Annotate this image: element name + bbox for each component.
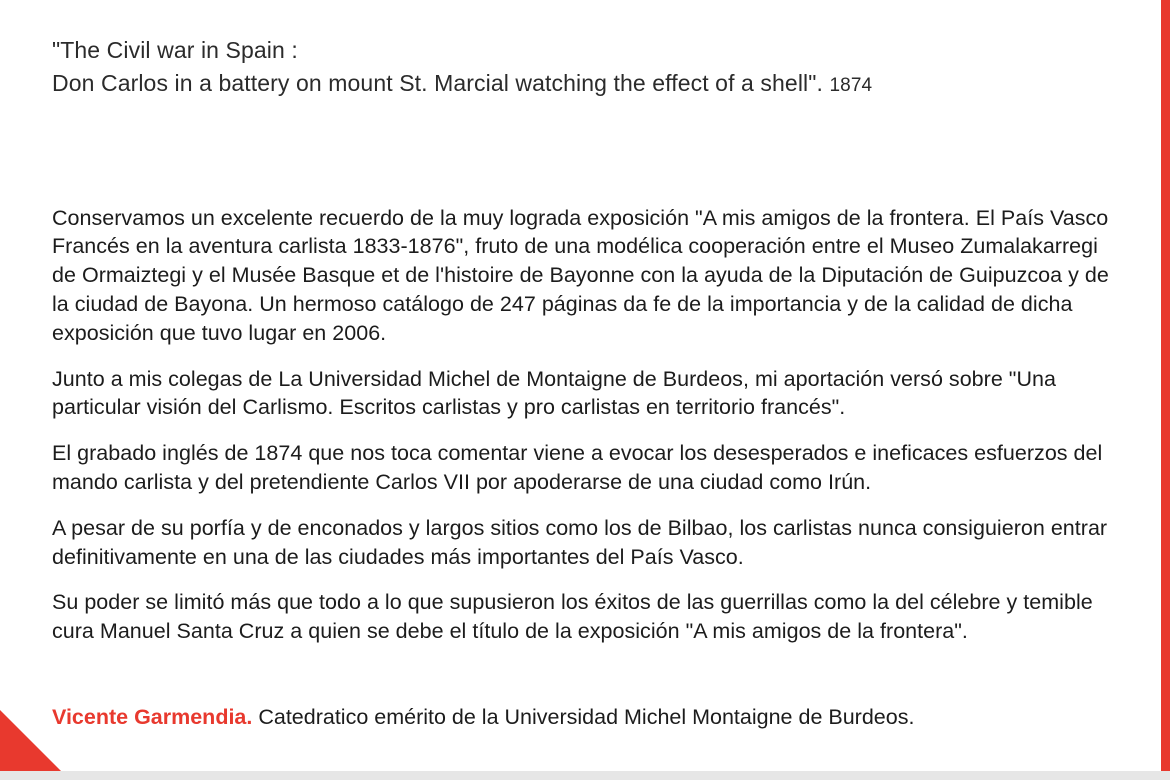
artwork-title-line-2 [52,67,1120,100]
bottom-left-corner-triangle [0,710,62,772]
paragraph-1: Conservamos un excelente recuerdo de la muy lograda exposición "A mis amigos de la frontera. El País Vasco Francés en la aventura carlista 1833-1876", fruto de una modélica cooperación entre el Museo Zumalakarregi de Ormaiztegi y el Musée Basque et de l'histoire de Bayonne con la ayuda de la Diputación de Guipuzcoa y de la ciudad de Bayona. Un hermoso catálogo de 247 páginas da fe de la importancia y de la calidad de dicha exposición que tuvo lugar en 2006. [52,205,1109,345]
author-role: Catedratico emérito de la Universidad Michel Montaigne de Burdeos. [252,704,915,729]
right-edge-accent-bar [1161,0,1170,780]
paragraph-3: El grabado inglés de 1874 que nos toca comentar viene a evocar los desesperados e ineficaces esfuerzos del mando carlista y del pretendiente Carlos VII por apoderarse de una ciudad como Irún. [52,441,1103,494]
document-content [52,34,1120,732]
paragraph-2: Junto a mis colegas de La Universidad Michel de Montaigne de Burdeos, mi aportación versó sobre "Una particular visión del Carlismo. Escritos carlistas y pro carlistas en territorio francés". [52,366,1056,420]
article-body [52,204,1120,646]
artwork-title-line-1: "The Civil war in Spain : [52,37,298,63]
bottom-strip [0,771,1170,780]
artwork-title [52,34,1120,100]
paragraph-5: Su poder se limitó más que todo a lo que supusieron los éxitos de las guerrillas como la del célebre y temible cura Manuel Santa Cruz a quien se debe el título de la exposición "A mis amigos de la frontera". [52,590,1093,644]
artwork-title-year: 1874 [829,74,873,96]
artwork-title-line-2-text: Don Carlos in a battery on mount St. Marcial watching the effect of a shell". [52,69,823,96]
paragraph-4: A pesar de su porfía y de enconados y largos sitios como los de Bilbao, los carlistas nunca consiguieron entrar definitivamente en una de las ciudades más importantes del País Vasco. [52,515,1108,569]
author-signature [52,704,1120,732]
author-name: Vicente Garmendia. [52,704,253,729]
